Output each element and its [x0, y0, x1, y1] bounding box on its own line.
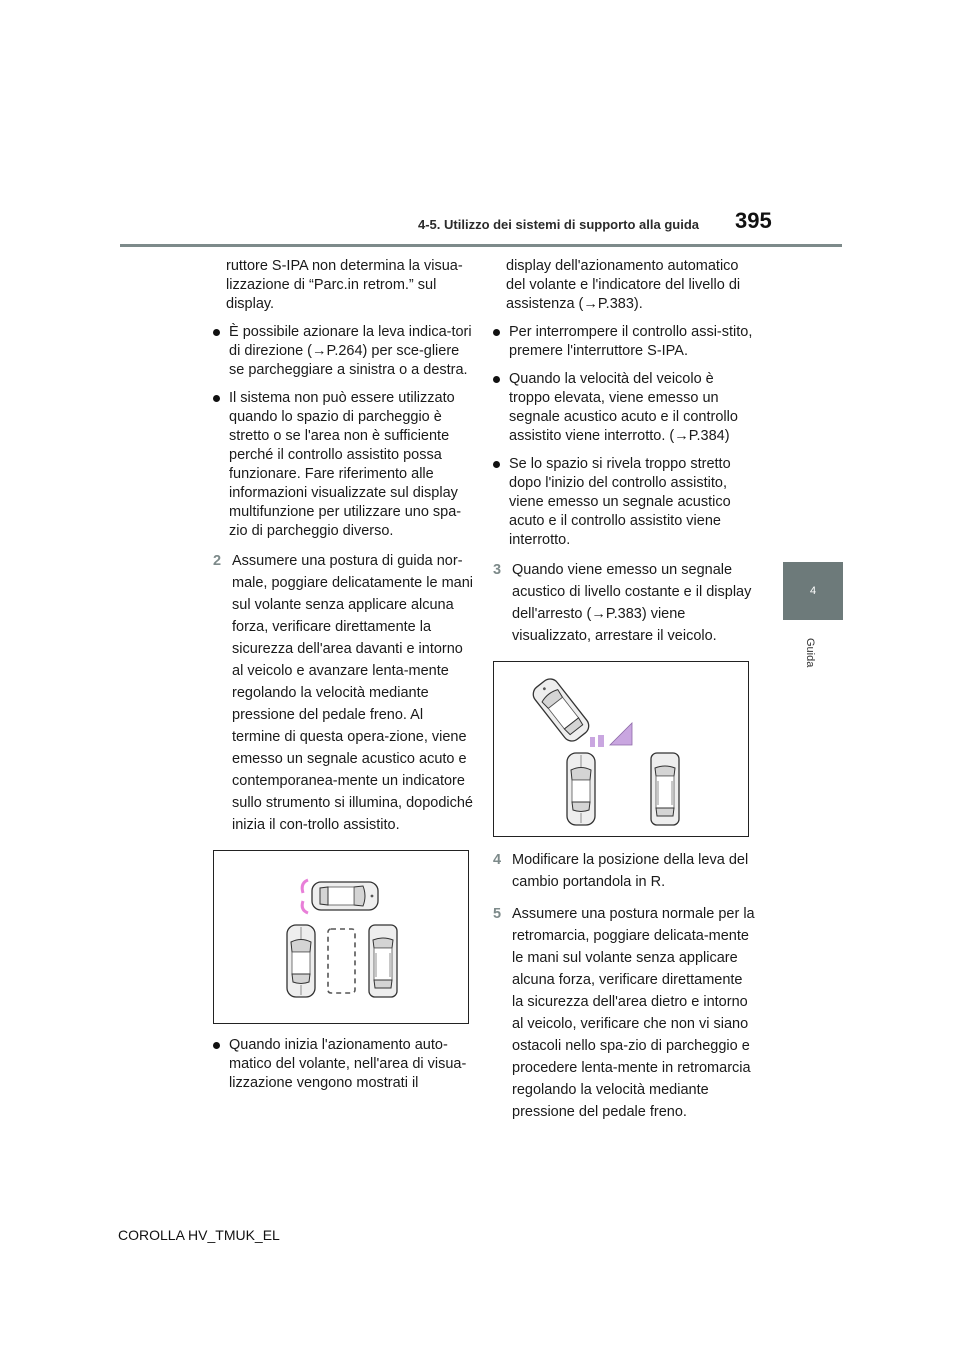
- bullet-auto-steering: Quando inizia l'azionamento auto-matico del volante, nell'area di visua-lizzazione vengono mostrati il: [213, 1036, 475, 1093]
- parked-car-left-icon: [287, 925, 315, 997]
- step-2-number: 2: [213, 553, 222, 569]
- step-2-text: Assumere una postura di guida nor-male, poggiare delicatamente le mani sul volante senza applicare alcuna forza, verificare direttamente la sicurezza dell'area davanti e intorno al veicolo e avanzare lenta-mente regolando la velocità mediante pressione del pedale freno. Al termine di questa opera-zione, viene emesso un segnale acustico acuto e contemporanea-mente un indicatore sullo strumento si illumina, dopodiché inizia il con-trollo assistito.: [232, 553, 473, 833]
- chapter-tab-label: Guida: [804, 638, 816, 668]
- ego-car-icon: [312, 882, 378, 910]
- step-2: [213, 550, 475, 836]
- bullet-narrow-space: Il sistema non può essere utilizzato quando lo spazio di parcheggio è stretto o se l'area non è sufficiente perché il controllo assistito possa funzionare. Fare riferimento alle informazioni visualizzate sul display multifunzione per utilizzare uno spa-zio di parcheggio diverso.: [213, 389, 475, 541]
- sensor-indicator-icon: [302, 901, 308, 913]
- page-number: 395: [735, 208, 772, 233]
- parked-car-right-icon: [651, 753, 679, 825]
- left-intro-paragraph: ruttore S-IPA non determina la visua-lizzazione di “Parc.in retrom.” sul display.: [226, 258, 463, 312]
- step-5: [493, 903, 755, 1123]
- target-parking-space: [328, 929, 355, 993]
- bullet-space-too-narrow: Se lo spazio si rivela troppo stretto dopo l'inizio del controllo assistito, viene emesso un segnale acustico acuto e il controllo assistito viene interrotto.: [493, 455, 755, 550]
- step-4: [493, 849, 755, 893]
- step-3-text: Quando viene emesso un segnale acustico di livello costante e il display dell'arresto (→P.383) viene visualizzato, arrestare il veicolo.: [512, 562, 752, 644]
- parked-car-right-icon: [369, 925, 397, 997]
- step-3: [493, 559, 755, 647]
- right-intro-paragraph: display dell'azionamento automatico del volante e l'indicatore del livello di assistenza (→P.383).: [506, 258, 741, 312]
- reverse-direction-arrow-icon: [590, 723, 632, 747]
- figure-stop-position: [493, 661, 749, 837]
- sensor-indicator-icon: [302, 880, 308, 893]
- left-column: [213, 257, 475, 1102]
- stop-position-illustration: [494, 662, 748, 836]
- forward-pass-illustration: [214, 851, 468, 1023]
- chapter-tab-number: 4: [809, 585, 817, 597]
- parked-car-left-icon: [567, 753, 595, 825]
- step-3-number: 3: [493, 562, 502, 578]
- footer-model-code: COROLLA HV_TMUK_EL: [118, 1227, 280, 1243]
- section-title: 4-5. Utilizzo dei sistemi di supporto alla guida: [418, 217, 699, 232]
- step-4-text: Modificare la posizione della leva del cambio portandola in R.: [512, 852, 749, 890]
- chapter-tab[interactable]: [783, 562, 843, 620]
- step-5-number: 5: [493, 906, 502, 922]
- step-4-number: 4: [493, 852, 502, 868]
- figure-forward-pass: [213, 850, 469, 1024]
- ego-car-icon: [530, 675, 593, 744]
- header-rule: [120, 244, 842, 247]
- bullet-speed-too-high: Quando la velocità del veicolo è troppo elevata, viene emesso un segnale acustico acuto e il controllo assistito viene interrotto. (→P.384): [493, 370, 755, 446]
- bullet-interrupt: Per interrompere il controllo assi-stito, premere l'interruttore S-IPA.: [493, 323, 755, 361]
- step-5-text: Assumere una postura normale per la retromarcia, poggiare delicata-mente le mani sul volante senza applicare alcuna forza, verificare direttamente la sicurezza dell'area dietro e intorno al veicolo, verificare che non vi siano ostacoli nello spa-zio di parcheggio e procedere lenta-mente in retromarcia regolando la velocità mediante pressione del pedale freno.: [512, 906, 755, 1120]
- bullet-turn-signal: È possibile azionare la leva indica-tori di direzione (→P.264) per sce-gliere se parcheggiare a sinistra o a destra.: [213, 323, 475, 380]
- right-column: [493, 257, 755, 1133]
